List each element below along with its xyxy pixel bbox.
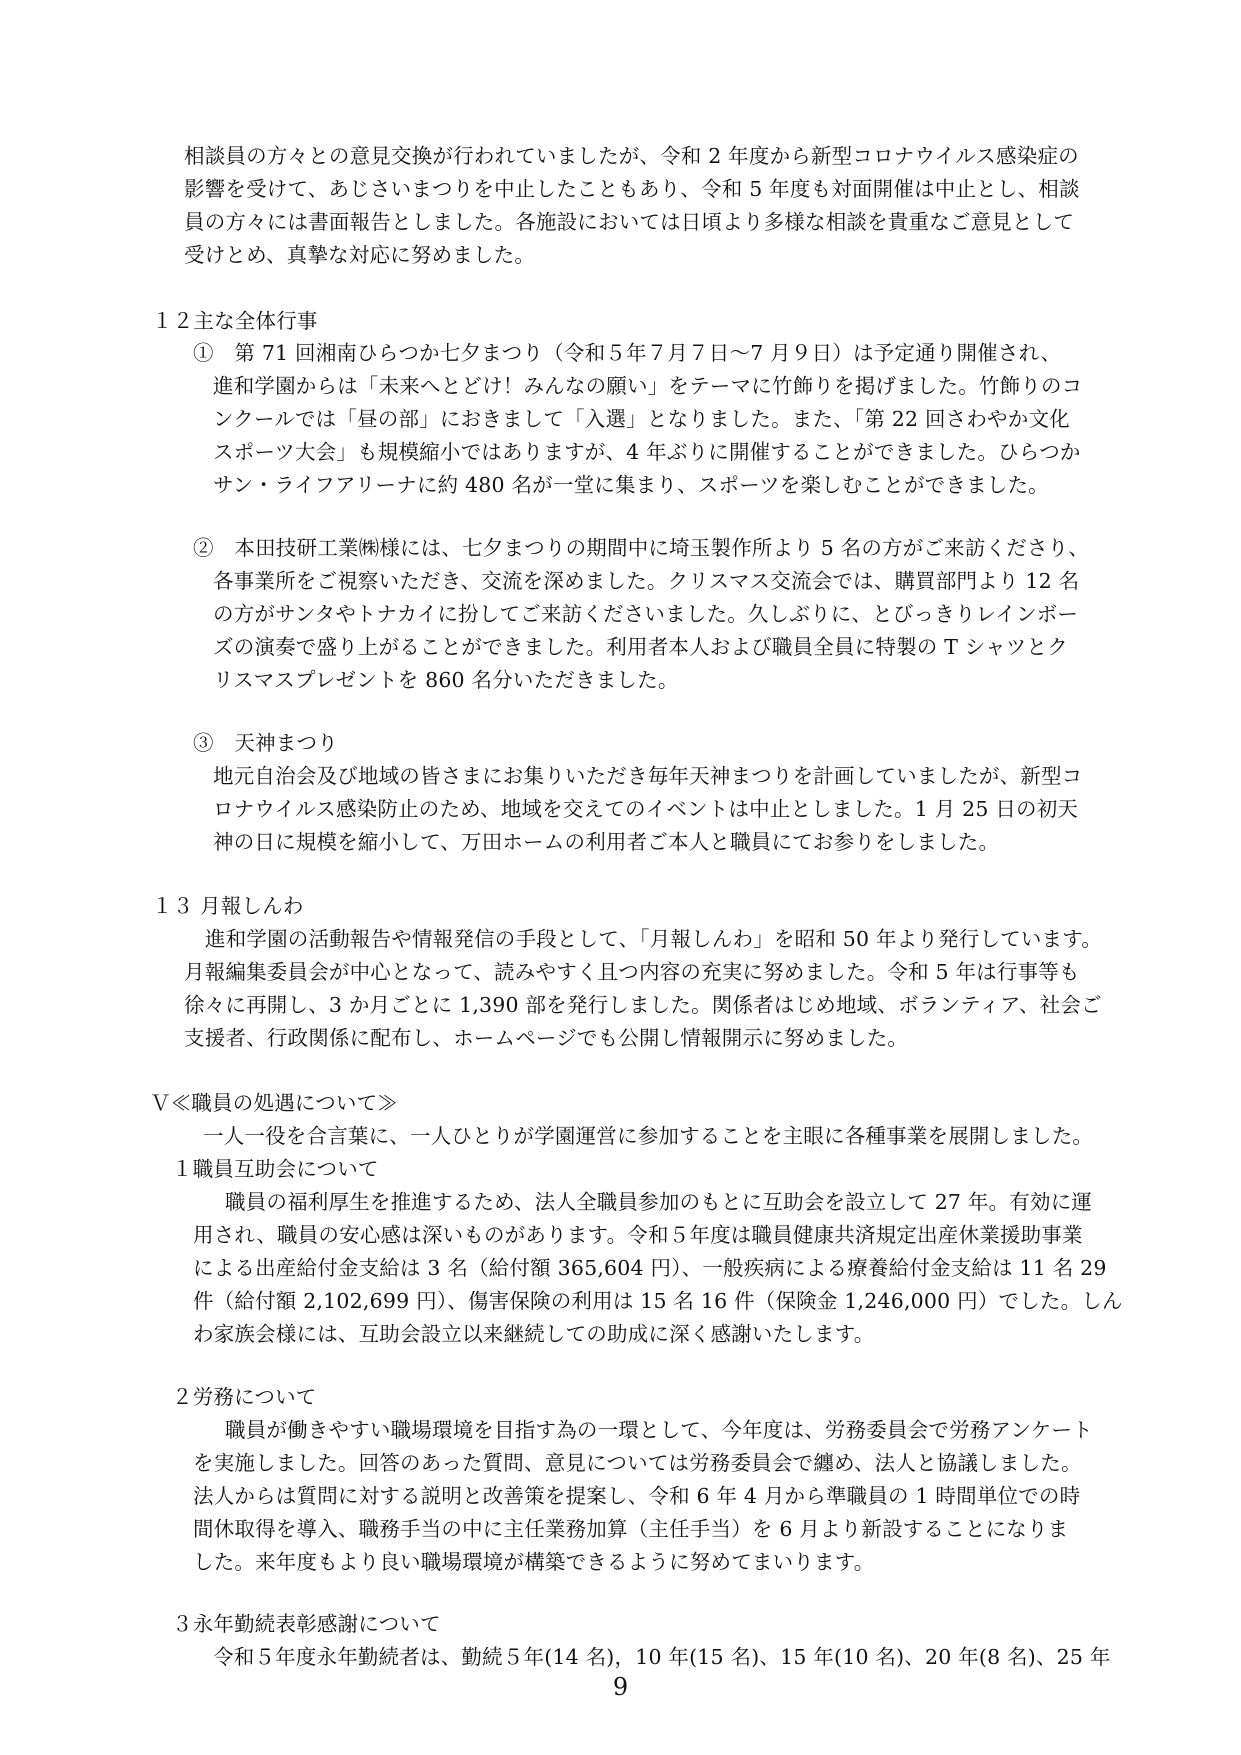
text-line: 令和５年度永年勤続者は、勤続５年(14 名)，10 年(15 名)、15 年(10 名)、20 年(8 名)、25 年 <box>213 1645 1111 1669</box>
text-line: スポーツ大会」も規模縮小ではありますが、4 年ぶりに開催することができました。ひらつか <box>213 440 1081 464</box>
section-heading: １２主な全体行事 <box>152 309 318 333</box>
text-line: 相談員の方々との意見交換が行われていましたが、令和 2 年度から新型コロナウイルス感染症の <box>184 144 1079 168</box>
text-line: 間休取得を導入、職務手当の中に主任業務加算（主任手当）を 6 月より新設することになりま <box>193 1517 1069 1541</box>
section-heading: ３永年勤続表彰感謝について <box>172 1612 441 1636</box>
text-line: 職員の福利厚生を推進するため、法人全職員参加のもとに互助会を設立して 27 年。有効に運 <box>225 1190 1093 1214</box>
text-line: 地元自治会及び地域の皆さまにお集りいただき毎年天神まつりを計画していましたが、新型コ <box>213 764 1083 788</box>
text-line: を実施しました。回答のあった質問、意見については労務委員会で纏め、法人と協議しました。 <box>193 1451 1082 1475</box>
text-line: 件（給付額 2,102,699 円）、傷害保険の利用は 15 名 16 件（保険金 1,246,000 円）でした。しん <box>193 1289 1123 1313</box>
text-line: 進和学園の活動報告や情報発信の手段として、「月報しんわ」を昭和 50 年より発行しています。 <box>205 927 1103 951</box>
text-line: サン・ライフアリーナに約 480 名が一堂に集まり、スポーツを楽しむことができました。 <box>213 473 1049 497</box>
text-line: ① 第 71 回湘南ひらつか七夕まつり（令和５年７月７日～7 月９日）は予定通り開催され、 <box>193 341 1062 365</box>
text-line: 職員が働きやすい職場環境を目指す為の一環として、今年度は、労務委員会で労務アンケート <box>225 1418 1093 1442</box>
chapter-heading: Ｖ≪職員の処遇について≫ <box>150 1091 398 1115</box>
text-line: 各事業所をご視察いただき、交流を深めました。クリスマス交流会では、購買部門より 12 名 <box>213 569 1080 593</box>
text-line: 受けとめ、真摯な対応に努めました。 <box>184 243 536 267</box>
page-number: 9 <box>612 1673 629 1701</box>
section-heading: １職員互助会について <box>172 1157 379 1181</box>
text-line: 進和学園からは「未来へとどけ！みんなの願い」をテーマに竹飾りを掲げました。竹飾りのコ <box>213 374 1083 398</box>
text-line: の方がサンタやトナカイに扮してご来訪くださいました。久しぶりに、とびっきりレインボー <box>213 602 1079 626</box>
text-line: 一人一役を合言葉に、一人ひとりが学園運営に参加することを主眼に各種事業を展開しました。 <box>203 1124 1094 1148</box>
text-line: リスマスプレゼントを 860 名分いただきました。 <box>213 668 679 692</box>
text-line: 月報編集委員会が中心となって、読みやすく且つ内容の充実に努めました。令和 5 年は行事等も <box>184 960 1080 984</box>
text-line: ロナウイルス感染防止のため、地域を交えてのイベントは中止としました。1 月 25 日の初天 <box>213 797 1079 821</box>
section-heading: ２労務について <box>172 1385 317 1409</box>
text-line: わ家族会様には、互助会設立以来継続しての助成に深く感謝いたします。 <box>193 1322 875 1346</box>
text-line: ズの演奏で盛り上がることができました。利用者本人および職員全員に特製の T シャツとク <box>213 635 1068 659</box>
text-line: 支援者、行政関係に配布し、ホームページでも公開し情報開示に努めました。 <box>184 1026 909 1050</box>
text-line: 法人からは質問に対する説明と改善策を提案し、令和 6 年 4 月から準職員の 1 時間単位での時 <box>193 1484 1081 1508</box>
text-line: による出産給付金支給は 3 名（給付額 365,604 円）、一般疾病による療養給付金支給は 11 名 29 <box>193 1256 1107 1280</box>
text-line: 影響を受けて、あじさいまつりを中止したこともあり、令和 5 年度も対面開催は中止とし、相談 <box>184 177 1080 201</box>
subsection-heading: ③ 天神まつり <box>193 731 338 755</box>
text-line: した。来年度もより良い職場環境が構築できるように努めてまいります。 <box>193 1550 875 1574</box>
text-line: 神の日に規模を縮小して、万田ホームの利用者ご本人と職員にてお参りをしました。 <box>213 830 1000 854</box>
text-line: ンクールでは「昼の部」におきまして「入選」となりました。また、「第 22 回さわやか文化 <box>213 407 1070 431</box>
text-line: 徐々に再開し、3 か月ごとに 1,390 部を発行しました。関係者はじめ地域、ボランティア、社会ご <box>184 993 1102 1017</box>
text-line: ② 本田技研工業㈱様には、七夕まつりの期間中に埼玉製作所より 5 名の方がご来訪くださり、 <box>193 536 1090 560</box>
section-heading: １３ 月報しんわ <box>152 894 304 918</box>
text-line: 用され、職員の安心感は深いものがあります。令和５年度は職員健康共済規定出産休業援助事業 <box>193 1223 1083 1247</box>
text-line: 員の方々には書面報告としました。各施設においては日頃より多様な相談を貴重なご意見として <box>184 210 1075 234</box>
